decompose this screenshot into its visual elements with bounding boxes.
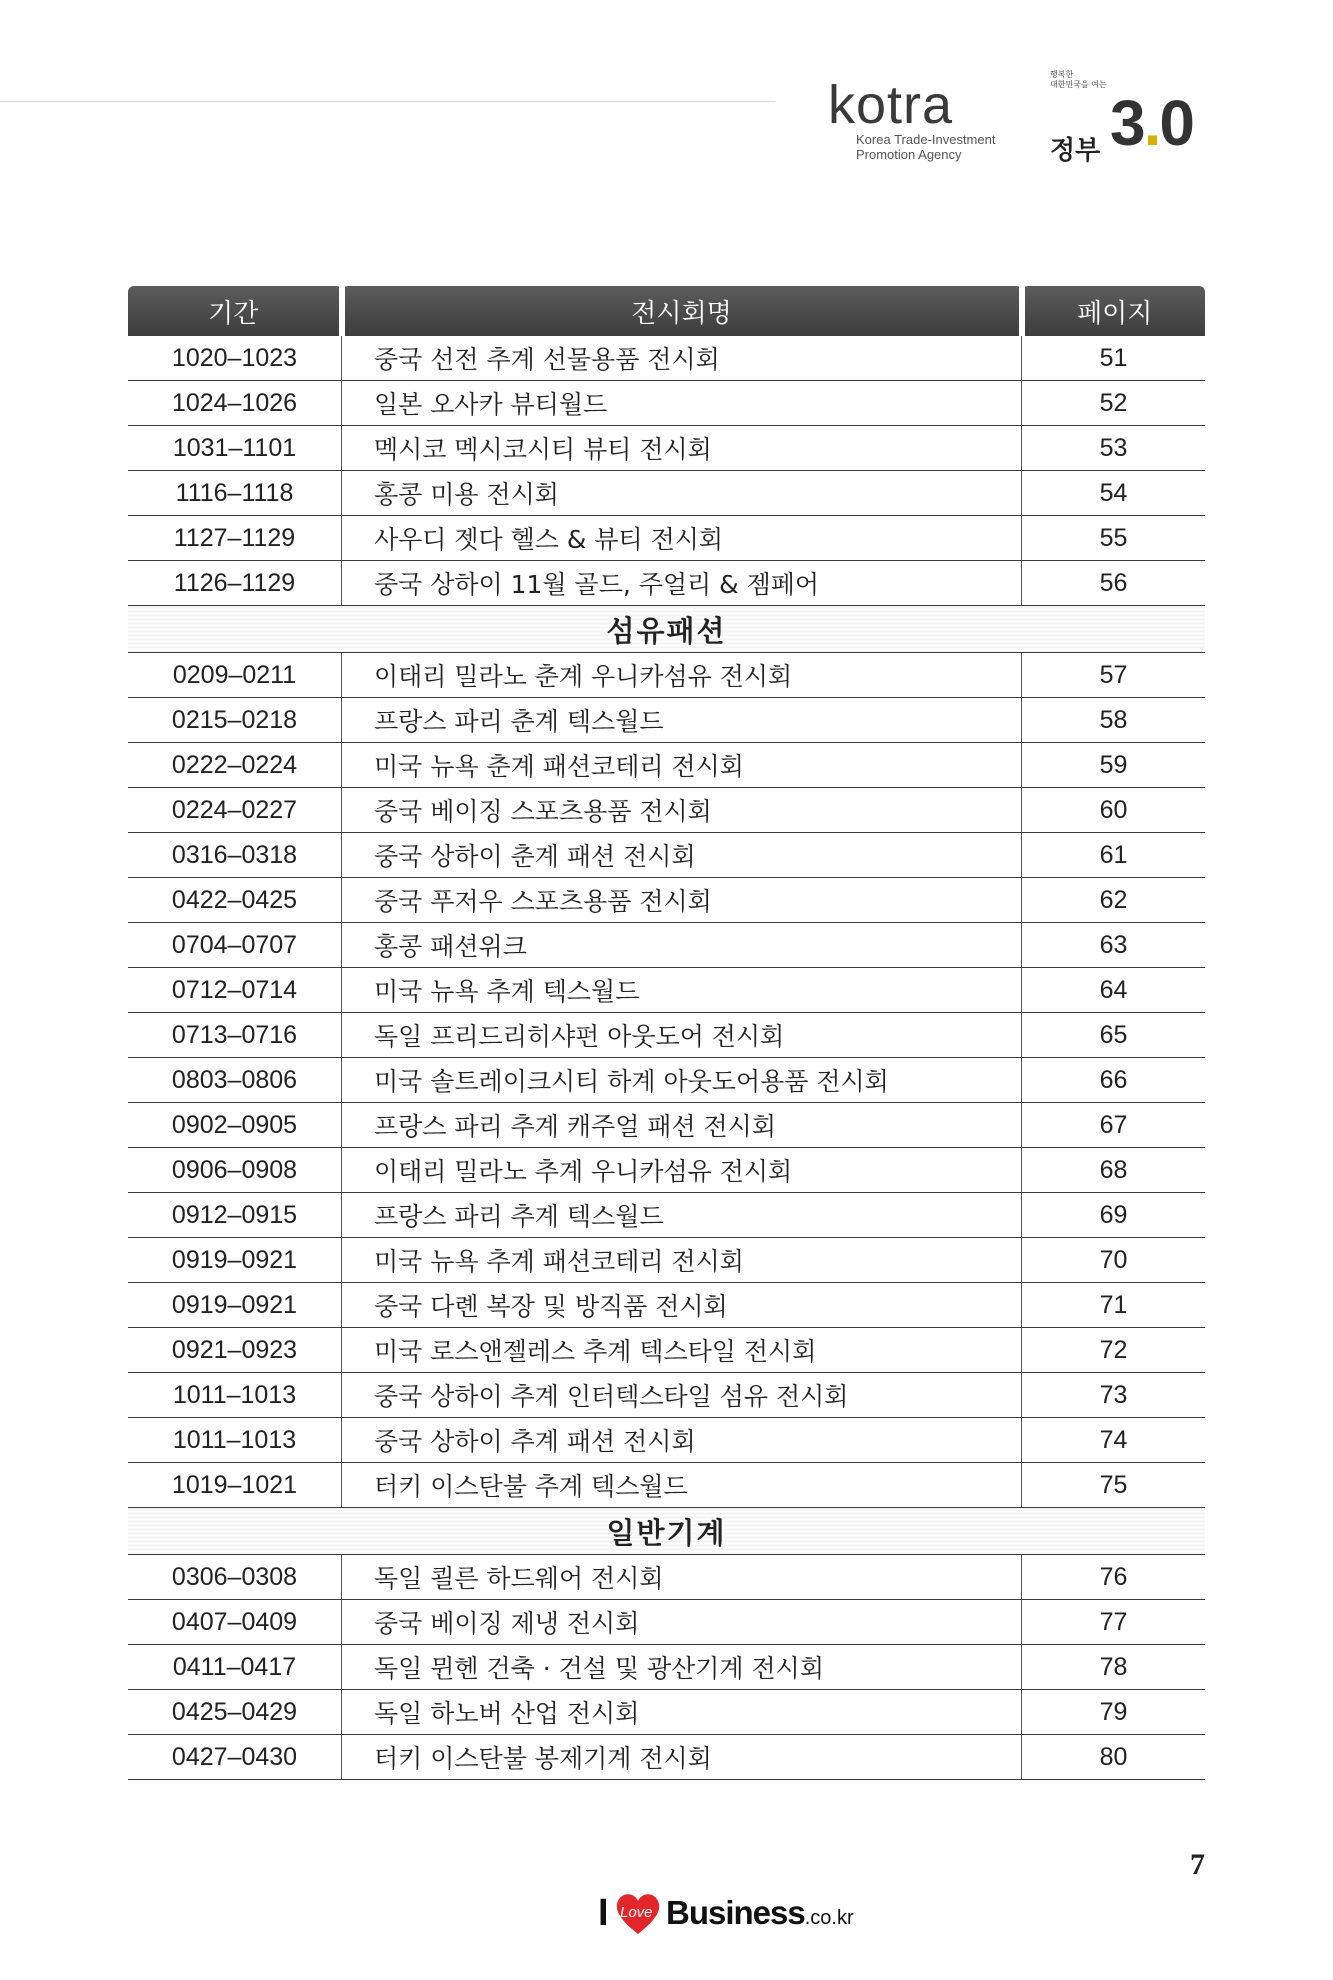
category-row-machinery [128, 1508, 1205, 1555]
row-exhibition-name: 미국 뉴욕 추계 패션코테리 전시회 [342, 1238, 1022, 1283]
row-exhibition-name: 중국 베이징 제냉 전시회 [342, 1600, 1022, 1645]
row-exhibition-name: 터키 이스탄불 추계 텍스월드 [342, 1463, 1022, 1508]
row-page: 66 [1022, 1058, 1206, 1103]
table-row [128, 1283, 1205, 1328]
row-exhibition-name: 멕시코 멕시코시티 뷰티 전시회 [342, 426, 1022, 471]
row-page: 51 [1022, 336, 1206, 381]
row-exhibition-name: 미국 뉴욕 추계 텍스월드 [342, 968, 1022, 1013]
header-period: 기간 [128, 286, 342, 336]
row-page: 78 [1022, 1645, 1206, 1690]
row-date: 1019–1021 [128, 1463, 342, 1508]
table-row [128, 788, 1205, 833]
row-exhibition-name: 프랑스 파리 추계 캐주얼 패션 전시회 [342, 1103, 1022, 1148]
gov30-version [1110, 86, 1193, 160]
header-exhibition-name: 전시회명 [342, 286, 1022, 336]
row-date: 0209–0211 [128, 653, 342, 698]
row-exhibition-name: 홍콩 패션위크 [342, 923, 1022, 968]
row-date: 1011–1013 [128, 1418, 342, 1463]
row-exhibition-name: 독일 프리드리히샤펀 아웃도어 전시회 [342, 1013, 1022, 1058]
row-date: 0411–0417 [128, 1645, 342, 1690]
row-date: 0803–0806 [128, 1058, 342, 1103]
row-exhibition-name: 미국 로스앤젤레스 추계 텍스타일 전시회 [342, 1328, 1022, 1373]
category-textile-fashion: 섬유패션 [128, 606, 1205, 653]
row-page: 65 [1022, 1013, 1206, 1058]
row-date: 0906–0908 [128, 1148, 342, 1193]
table-row [128, 1463, 1205, 1508]
row-page: 69 [1022, 1193, 1206, 1238]
row-date: 0306–0308 [128, 1555, 342, 1600]
kotra-wordmark: kotra [828, 75, 954, 135]
row-exhibition-name: 중국 상하이 추계 인터텍스타일 섬유 전시회 [342, 1373, 1022, 1418]
gov30-label: 정부 [1050, 136, 1101, 166]
row-exhibition-name: 일본 오사카 뷰티월드 [342, 381, 1022, 426]
table-row [128, 1238, 1205, 1283]
row-exhibition-name: 중국 푸저우 스포츠용품 전시회 [342, 878, 1022, 923]
table-row [128, 1193, 1205, 1238]
table-row [128, 833, 1205, 878]
row-exhibition-name: 중국 베이징 스포츠용품 전시회 [342, 788, 1022, 833]
table-row [128, 698, 1205, 743]
row-date: 0215–0218 [128, 698, 342, 743]
row-exhibition-name: 미국 솔트레이크시티 하계 아웃도어용품 전시회 [342, 1058, 1022, 1103]
row-page: 67 [1022, 1103, 1206, 1148]
row-page: 52 [1022, 381, 1206, 426]
row-page: 80 [1022, 1735, 1206, 1780]
row-exhibition-name: 독일 뮌헨 건축 · 건설 및 광산기계 전시회 [342, 1645, 1022, 1690]
row-date: 1024–1026 [128, 381, 342, 426]
table-row [128, 426, 1205, 471]
row-exhibition-name: 사우디 젯다 헬스 & 뷰티 전시회 [342, 516, 1022, 561]
table-row [128, 471, 1205, 516]
table-row [128, 1555, 1205, 1600]
row-date: 1020–1023 [128, 336, 342, 381]
row-page: 62 [1022, 878, 1206, 923]
row-exhibition-name: 중국 상하이 춘계 패션 전시회 [342, 833, 1022, 878]
table-row [128, 1373, 1205, 1418]
gov30-tagline-line2: 대한민국을 여는 [1050, 80, 1107, 89]
kotra-subtitle-line2: Promotion Agency [856, 147, 962, 162]
row-page: 61 [1022, 833, 1206, 878]
row-exhibition-name: 미국 뉴욕 춘계 패션코테리 전시회 [342, 743, 1022, 788]
brand-love-text: Love [620, 1904, 653, 1921]
table-row [128, 1690, 1205, 1735]
table-row [128, 1645, 1205, 1690]
row-date: 0407–0409 [128, 1600, 342, 1645]
row-date: 0919–0921 [128, 1238, 342, 1283]
kotra-logo [828, 75, 1028, 168]
row-exhibition-name: 이태리 밀라노 춘계 우니카섬유 전시회 [342, 653, 1022, 698]
brand-business-word: Business [666, 1894, 805, 1931]
row-page: 72 [1022, 1328, 1206, 1373]
row-exhibition-name: 독일 쾰른 하드웨어 전시회 [342, 1555, 1022, 1600]
row-exhibition-name: 중국 상하이 11월 골드, 주얼리 & 젬페어 [342, 561, 1022, 606]
table-row [128, 1058, 1205, 1103]
table-row [128, 1328, 1205, 1373]
row-date: 1011–1013 [128, 1373, 342, 1418]
row-page: 71 [1022, 1283, 1206, 1328]
row-page: 70 [1022, 1238, 1206, 1283]
table-row [128, 968, 1205, 1013]
row-page: 58 [1022, 698, 1206, 743]
row-page: 76 [1022, 1555, 1206, 1600]
row-exhibition-name: 중국 선전 추계 선물용품 전시회 [342, 336, 1022, 381]
brand-domain-suffix: .co.kr [804, 1907, 854, 1929]
table-row [128, 878, 1205, 923]
row-date: 1126–1129 [128, 561, 342, 606]
table-row [128, 1735, 1205, 1780]
gov30-tagline-line1: 행복한 [1050, 70, 1074, 79]
row-page: 68 [1022, 1148, 1206, 1193]
table-row [128, 516, 1205, 561]
row-exhibition-name: 프랑스 파리 춘계 텍스월드 [342, 698, 1022, 743]
row-date: 1031–1101 [128, 426, 342, 471]
row-page: 53 [1022, 426, 1206, 471]
table-row [128, 1600, 1205, 1645]
row-page: 55 [1022, 516, 1206, 561]
row-page: 77 [1022, 1600, 1206, 1645]
exhibition-schedule-table [128, 286, 1205, 1780]
table-row [128, 1418, 1205, 1463]
brand-business-text [666, 1894, 854, 1932]
row-date: 0222–0224 [128, 743, 342, 788]
row-date: 0921–0923 [128, 1328, 342, 1373]
row-date: 1127–1129 [128, 516, 342, 561]
row-page: 54 [1022, 471, 1206, 516]
row-date: 0427–0430 [128, 1735, 342, 1780]
row-date: 0422–0425 [128, 878, 342, 923]
row-exhibition-name: 중국 다롄 복장 및 방직품 전시회 [342, 1283, 1022, 1328]
row-date: 0912–0915 [128, 1193, 342, 1238]
row-page: 79 [1022, 1690, 1206, 1735]
row-exhibition-name: 독일 하노버 산업 전시회 [342, 1690, 1022, 1735]
row-page: 73 [1022, 1373, 1206, 1418]
table-row [128, 381, 1205, 426]
row-page: 57 [1022, 653, 1206, 698]
row-exhibition-name: 이태리 밀라노 추계 우니카섬유 전시회 [342, 1148, 1022, 1193]
row-page: 60 [1022, 788, 1206, 833]
row-page: 75 [1022, 1463, 1206, 1508]
category-general-machinery: 일반기계 [128, 1508, 1205, 1555]
gov30-version-major: 3 [1110, 87, 1144, 159]
table-row [128, 653, 1205, 698]
table-row [128, 561, 1205, 606]
row-date: 0704–0707 [128, 923, 342, 968]
page-number: 7 [1190, 1848, 1205, 1881]
row-date: 0712–0714 [128, 968, 342, 1013]
row-page: 64 [1022, 968, 1206, 1013]
gov30-logo [1050, 70, 1200, 170]
brand-letter-i: I [598, 1892, 609, 1934]
table-row [128, 1013, 1205, 1058]
table-header-row [128, 286, 1205, 336]
row-date: 0713–0716 [128, 1013, 342, 1058]
table-row [128, 743, 1205, 788]
row-page: 56 [1022, 561, 1206, 606]
table-row [128, 923, 1205, 968]
row-exhibition-name: 터키 이스탄불 봉제기계 전시회 [342, 1735, 1022, 1780]
gov30-version-minor: 0 [1159, 87, 1193, 159]
ilovebusiness-logo [598, 1888, 858, 1944]
kotra-subtitle-line1: Korea Trade-Investment [856, 132, 996, 147]
row-date: 1116–1118 [128, 471, 342, 516]
row-date: 0316–0318 [128, 833, 342, 878]
table-row [128, 336, 1205, 381]
row-exhibition-name: 홍콩 미용 전시회 [342, 471, 1022, 516]
category-row-textile [128, 606, 1205, 653]
row-page: 74 [1022, 1418, 1206, 1463]
table-row [128, 1103, 1205, 1148]
gov30-version-dot: . [1143, 87, 1160, 159]
row-date: 0224–0227 [128, 788, 342, 833]
table-row [128, 1148, 1205, 1193]
row-page: 59 [1022, 743, 1206, 788]
row-date: 0902–0905 [128, 1103, 342, 1148]
row-exhibition-name: 중국 상하이 추계 패션 전시회 [342, 1418, 1022, 1463]
row-exhibition-name: 프랑스 파리 추계 텍스월드 [342, 1193, 1022, 1238]
header-page: 페이지 [1022, 286, 1206, 336]
row-page: 63 [1022, 923, 1206, 968]
row-date: 0919–0921 [128, 1283, 342, 1328]
row-date: 0425–0429 [128, 1690, 342, 1735]
header-rule [0, 101, 775, 102]
